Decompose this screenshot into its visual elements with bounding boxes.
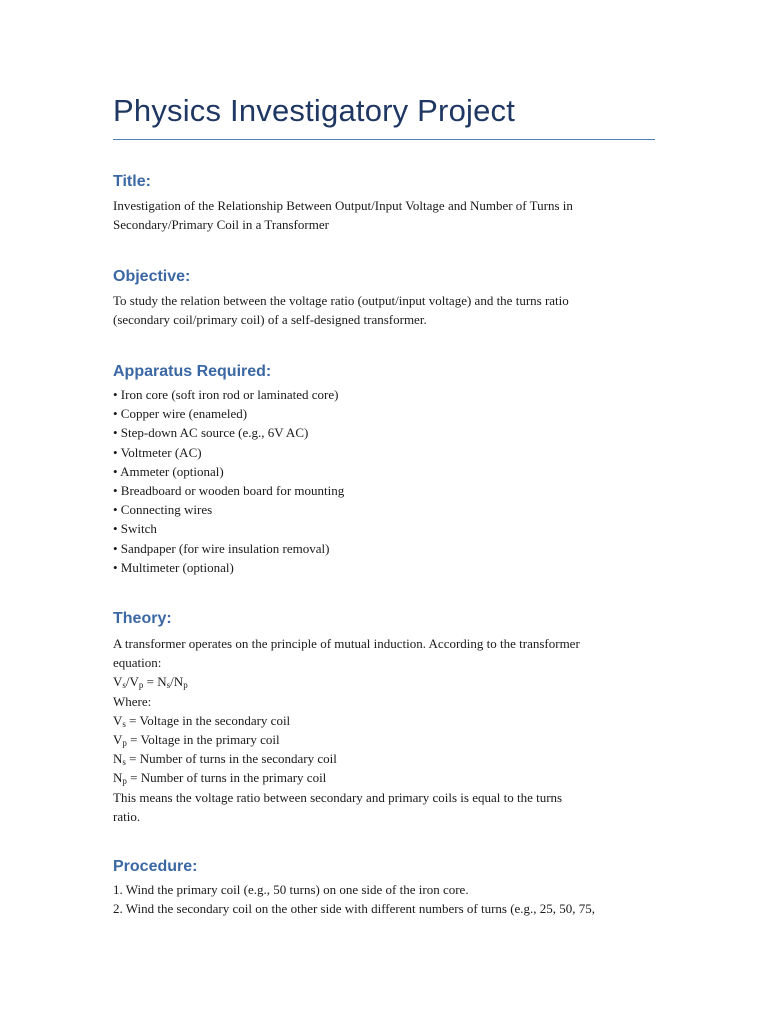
objective-line: To study the relation between the voltage ratio (output/input voltage) and the turns ratio [113, 293, 569, 308]
section-heading-theory: Theory: [113, 610, 172, 627]
title-line: Investigation of the Relationship Between Output/Input Voltage and Number of Turns in [113, 198, 573, 213]
list-item: • Breadboard or wooden board for mounting [113, 482, 345, 498]
section-heading-procedure: Procedure: [113, 858, 198, 875]
section-heading-title: Title: [113, 173, 151, 190]
list-item: • Step-down AC source (e.g., 6V AC) [113, 425, 309, 441]
definition-line: $V_p$ = Voltage in the primary coil [113, 731, 280, 748]
document-title: Physics Investigatory Project [113, 93, 516, 128]
definition-line: $N_p$ = Number of turns in the primary coil [113, 770, 327, 787]
list-item: • Switch [113, 521, 157, 537]
theory-line: This means the voltage ratio between secondary and primary coils is equal to the turns [113, 789, 563, 805]
list-item: 2. Wind the secondary coil on the other side with different numbers of turns (e.g., 25, 50, 75, [113, 901, 596, 917]
title-underline [113, 139, 655, 140]
list-item: • Multimeter (optional) [113, 559, 234, 575]
list-item: • Sandpaper (for wire insulation removal) [113, 540, 330, 556]
objective-line: (secondary coil/primary coil) of a self-designed transformer. [113, 312, 427, 328]
section-heading-objective: Objective: [113, 268, 191, 285]
title-line: Secondary/Primary Coil in a Transformer [113, 217, 329, 233]
theory-line: equation: [113, 655, 162, 671]
theory-where: Where: [113, 693, 152, 709]
section-heading-apparatus: Apparatus Required: [113, 363, 272, 380]
list-item: 1. Wind the primary coil (e.g., 50 turns) on one side of the iron core. [113, 882, 469, 897]
transformer-equation: $V_s/V_p = N_s/N_p$ [113, 674, 188, 691]
list-item: • Copper wire (enameled) [113, 406, 248, 422]
list-item: • Ammeter (optional) [113, 463, 224, 479]
procedure-list [113, 880, 673, 918]
definition-line: $V_s$ = Voltage in the secondary coil [113, 712, 291, 729]
list-item: • Voltmeter (AC) [113, 444, 202, 460]
list-item: • Connecting wires [113, 502, 213, 518]
title-text [113, 196, 673, 234]
definition-line: $N_s$ = Number of turns in the secondary coil [113, 751, 337, 768]
objective-text [113, 291, 673, 329]
list-item: • Iron core (soft iron rod or laminated core) [113, 387, 339, 402]
theory-line: ratio. [113, 808, 141, 824]
apparatus-list [113, 385, 673, 577]
theory-text [113, 634, 673, 826]
theory-line: A transformer operates on the principle of mutual induction. According to the transformer [113, 636, 580, 651]
